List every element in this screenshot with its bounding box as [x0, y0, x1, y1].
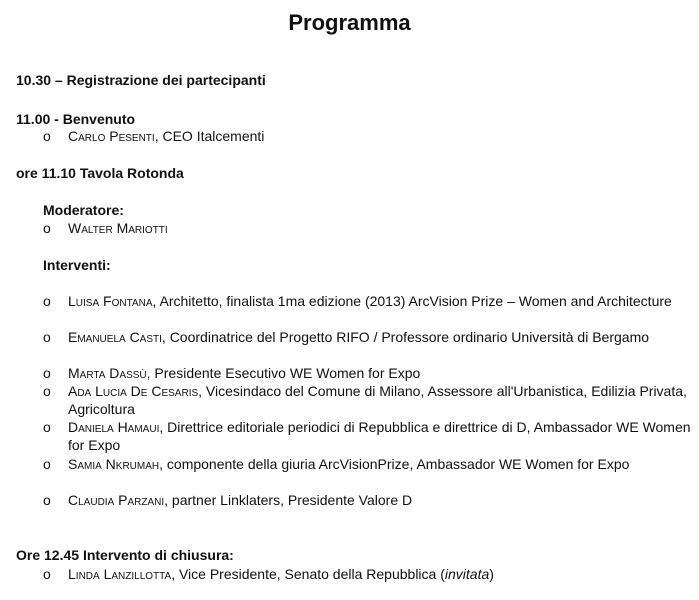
speaker-name: Linda Lanzillotta: [68, 566, 172, 582]
speaker-role: , Vice Presidente, Senato della Repubblica (: [171, 566, 445, 582]
bullet-icon: o: [43, 293, 51, 309]
moderator-label: Moderatore:: [43, 202, 124, 218]
speaker-name: Luisa Fontana: [68, 293, 153, 309]
page-title: Programma: [288, 10, 411, 35]
speakers-label: Interventi:: [43, 257, 111, 273]
speaker-name: Marta Dassù: [68, 365, 147, 381]
bullet-icon: o: [43, 128, 51, 144]
speaker-role: , Direttrice editoriale periodici di Repubblica e direttrice di D, Ambassador WE Women for Expo: [68, 419, 691, 453]
round-table-heading: ore 11.10 Tavola Rotonda: [16, 165, 184, 181]
bullet-icon: o: [43, 419, 51, 435]
speaker-role: , partner Linklaters, Presidente Valore D: [164, 492, 413, 508]
speaker-role: , CEO Italcementi: [154, 128, 265, 144]
welcome-heading: 11.00 - Benvenuto: [16, 111, 136, 127]
speaker-name: Daniela Hamaui: [68, 419, 160, 435]
bullet-icon: o: [43, 365, 51, 381]
speaker-name: Ada Lucia De Cesaris: [68, 383, 199, 399]
bullet-icon: o: [43, 383, 51, 399]
speaker-role: , Architetto, finalista 1ma edizione (2013) ArcVision Prize – Women and Architecture: [152, 293, 672, 309]
closing-heading: Ore 12.45 Intervento di chiusura:: [16, 547, 234, 563]
bullet-icon: o: [43, 566, 51, 582]
speaker-name: Claudia Parzani: [68, 492, 165, 508]
speaker-name: Emanuela Casti: [68, 329, 162, 345]
bullet-icon: o: [43, 492, 51, 508]
speaker-name: Carlo Pesenti: [68, 128, 155, 144]
speaker-role: , Vicesindaco del Comune di Milano, Assessore all'Urbanistica, Edilizia Privata, Agricoltura: [68, 383, 687, 417]
speaker-name: Samia Nkrumah: [68, 456, 160, 472]
bullet-icon: o: [43, 329, 51, 345]
bullet-icon: o: [43, 220, 51, 236]
speaker-role: , Coordinatrice del Progetto RIFO / Professore ordinario Università di Bergamo: [161, 329, 650, 345]
speaker-role: , componente della giuria ArcVisionPrize, Ambassador WE Women for Expo: [159, 456, 630, 472]
speaker-note: invitata: [444, 566, 490, 582]
speaker-name: Walter Mariotti: [68, 220, 168, 236]
registration-heading: 10.30 – Registrazione dei partecipanti: [16, 72, 266, 88]
speaker-role: , Presidente Esecutivo WE Women for Expo: [146, 365, 421, 381]
closing-paren: ): [489, 566, 494, 582]
bullet-icon: o: [43, 456, 51, 472]
